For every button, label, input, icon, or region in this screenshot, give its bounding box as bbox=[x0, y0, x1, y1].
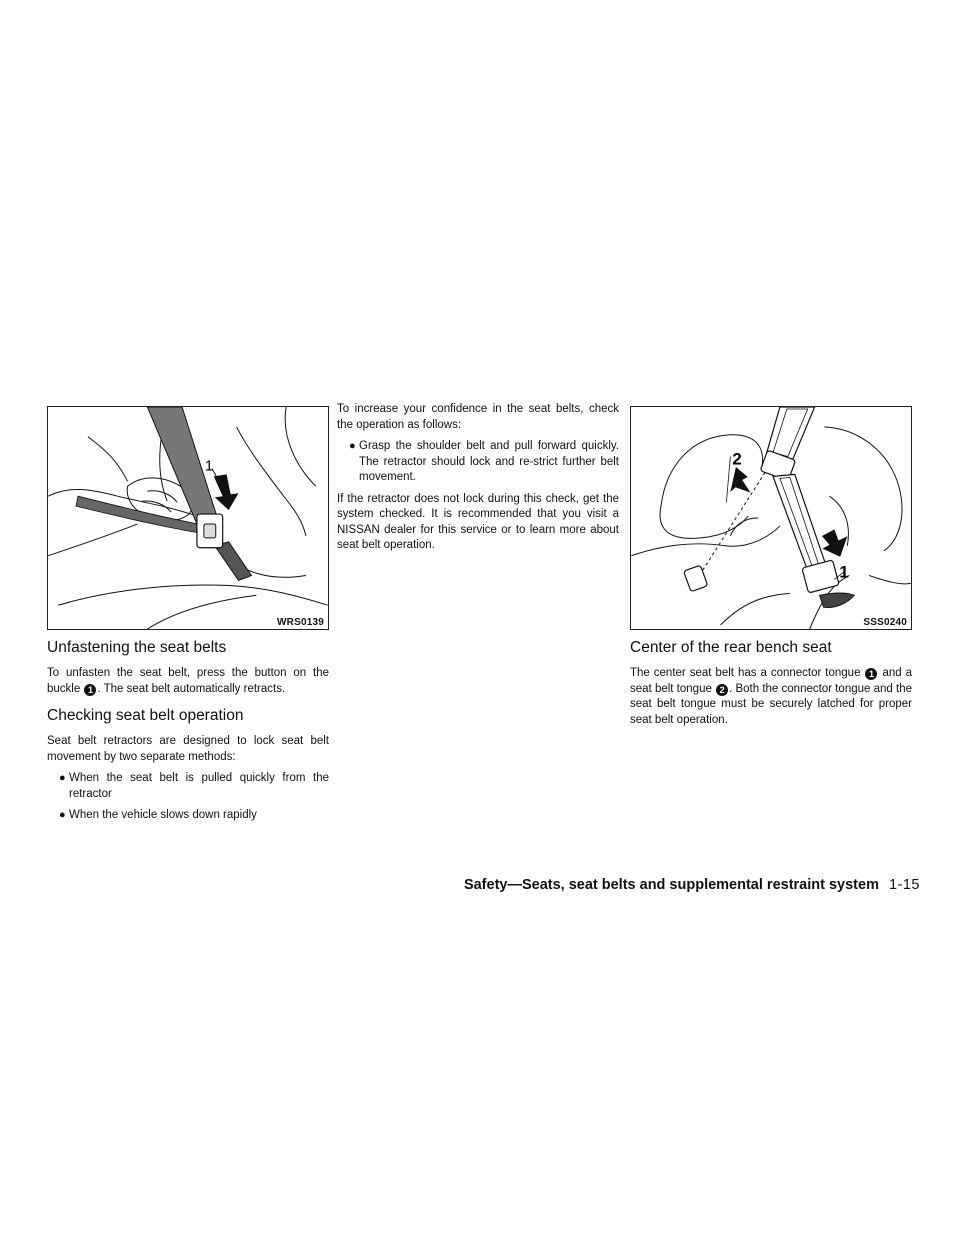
text: . Both the connector tongue and the seat belt tongue must be securely latched for proper seat belt operation. bbox=[630, 682, 912, 726]
callout-number-1: 1 bbox=[84, 684, 96, 696]
column-right bbox=[630, 406, 912, 734]
figure-code: SSS0240 bbox=[863, 617, 907, 628]
figure-rear-bench-seat bbox=[630, 406, 912, 630]
page-number: 1-15 bbox=[888, 877, 920, 893]
paragraph-checking: Seat belt retractors are designed to lock seat belt movement by two separate methods: bbox=[47, 735, 329, 763]
callout-layer bbox=[631, 407, 911, 629]
column-left bbox=[47, 406, 329, 830]
callout-number-2: 2 bbox=[716, 684, 728, 696]
text: and a seat belt tongue bbox=[630, 667, 913, 695]
bullet-icon: ● bbox=[59, 809, 66, 821]
list-item bbox=[47, 808, 329, 824]
bullet-icon: ● bbox=[59, 772, 66, 784]
bullet-text: Grasp the shoulder belt and pull forward quickly. The retractor should lock and re-strict further belt movement. bbox=[359, 440, 619, 483]
bullet-icon: ● bbox=[349, 440, 356, 452]
figure-code: WRS0139 bbox=[277, 617, 324, 628]
text: To unfasten the seat belt, press the button on the buckle bbox=[47, 667, 329, 695]
figure-unfastening-seat-belt bbox=[47, 406, 329, 630]
paragraph-confidence: To increase your confidence in the seat belts, check the operation as follows: bbox=[337, 403, 619, 431]
paragraph-unfastening bbox=[47, 666, 329, 697]
heading-center-rear-bench: Center of the rear bench seat bbox=[630, 639, 832, 656]
heading-unfastening: Unfastening the seat belts bbox=[47, 639, 227, 656]
callout-layer bbox=[48, 407, 328, 629]
callout-1: 1 bbox=[839, 562, 849, 582]
text: . The seat belt automatically retracts. bbox=[97, 682, 286, 695]
bullet-text: When the seat belt is pulled quickly from the retractor bbox=[69, 772, 329, 800]
section-title: Safety—Seats, seat belts and supplemental restraint system bbox=[463, 877, 879, 893]
list-item bbox=[47, 771, 329, 802]
page-footer bbox=[0, 877, 920, 893]
callout-number-1: 1 bbox=[865, 668, 877, 680]
bullet-text: When the vehicle slows down rapidly bbox=[69, 809, 257, 821]
callout-2: 2 bbox=[732, 449, 742, 469]
heading-checking: Checking seat belt operation bbox=[47, 707, 244, 724]
list-item bbox=[337, 439, 619, 486]
text: The center seat belt has a connector tongue bbox=[630, 667, 861, 679]
paragraph-center-belt bbox=[630, 666, 912, 728]
paragraph-retractor-check: If the retractor does not lock during this check, get the system checked. It is recommended that you visit a NISSAN dealer for this service or to learn more about seat belt operation. bbox=[337, 492, 619, 551]
column-middle bbox=[337, 402, 619, 560]
callout-1: 1 bbox=[204, 458, 214, 475]
